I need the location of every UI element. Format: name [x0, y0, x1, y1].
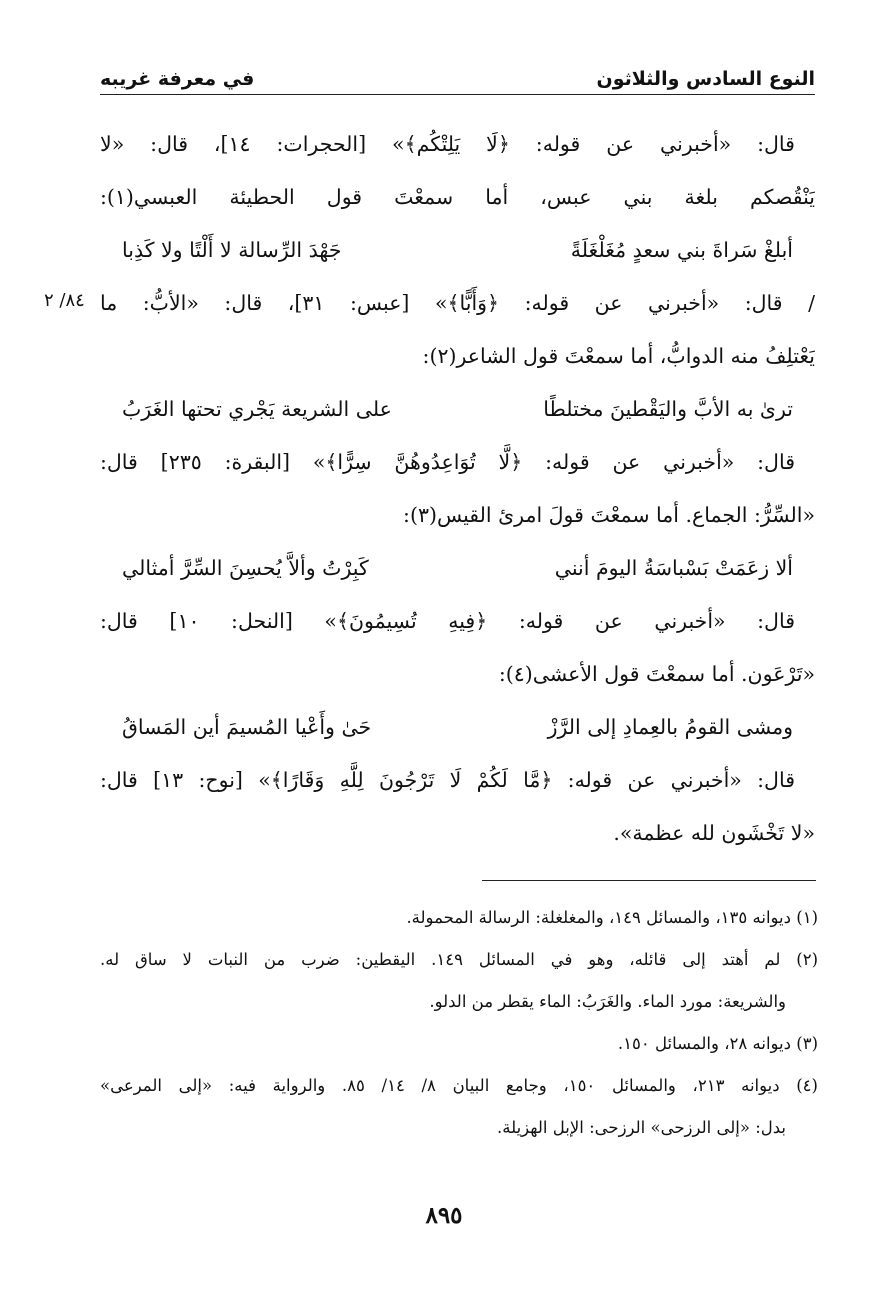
verse-second-hemistich: جَهْدَ الرِّسالة لا أَلْتًا ولا كَذِبا: [122, 238, 342, 262]
verse-first-hemistich: ألا زعَمَتْ بَسْباسَةُ اليومَ أنني: [554, 556, 793, 580]
page-number: ٨٩٥: [425, 1202, 463, 1229]
text-line: قال: «أخبرني عن قوله: ﴿لَا يَلِتْكُم﴾» [الحجرات: ١٤]، قال: «لا: [100, 132, 795, 156]
poetry-verse: [100, 701, 815, 754]
text-line: قال: «أخبرني عن قوله: ﴿مَّا لَكُمْ لَا تَرْجُونَ لِلَّهِ وَقَارًا﴾» [نوح: ١٣] قال:: [100, 768, 795, 792]
text-line: يَعْتلِفُ منه الدوابُّ، أما سمعْتَ قول الشاعر(٢):: [422, 344, 815, 368]
verse-first-hemistich: ترىٰ به الأبَّ واليَقْطينَ مختلطًا: [543, 397, 793, 421]
text-line: قال: «أخبرني عن قوله: ﴿فِيهِ تُسِيمُونَ﴾» [النحل: ١٠] قال:: [100, 609, 795, 633]
text-line: يَنْقُصكم بلغة بني عبس، أما سمعْتَ قول الحطيئة العبسي(١):: [100, 185, 815, 209]
text-line: «لا تَخْشَون لله عظمة».: [613, 821, 815, 845]
poetry-verse: [100, 542, 815, 595]
footnote-continuation: والشريعة: مورد الماء. والغَرَبُ: الماء يقطر من الدلو.: [429, 992, 786, 1011]
header-section-title: في معرفة غريبه: [100, 68, 255, 90]
poetry-verse: [100, 383, 815, 436]
main-text: [100, 118, 815, 860]
footnote-separator: [482, 880, 816, 881]
footnotes: [100, 897, 818, 1149]
verse-second-hemistich: كَبِرْتُ وألاَّ يُحسِنَ السِّرَّ أمثالي: [122, 556, 369, 580]
text-line: / قال: «أخبرني عن قوله: ﴿وَأَبًّا﴾» [عبس: ٣١]، قال: «الأبُّ: ما: [100, 291, 815, 315]
footnote: (١) ديوانه ١٣٥، والمسائل ١٤٩، والمغلغلة: الرسالة المحمولة.: [406, 908, 818, 927]
header-chapter-title: النوع السادس والثلاثون: [596, 68, 815, 90]
verse-first-hemistich: أبلغْ سَراةَ بني سعدٍ مُغَلْغَلَةً: [570, 238, 793, 262]
footnote: (٢) لم أهتد إلى قائله، وهو في المسائل ١٤٩. اليقطين: ضرب من النبات لا ساق له.: [100, 950, 818, 969]
margin-reference: ٨٤/ ٢: [44, 290, 85, 311]
footnote-continuation: بدل: «إلى الرزحى» الرزحى: الإبل الهزيلة.: [497, 1118, 786, 1137]
text-line: «تَرْعَون. أما سمعْتَ قول الأعشى(٤):: [498, 662, 815, 686]
verse-second-hemistich: على الشريعة يَجْري تحتها الغَرَبُ: [122, 397, 392, 421]
text-line: «السِّرُّ: الجماع. أما سمعْتَ قولَ امرئ القيس(٣):: [403, 503, 815, 527]
poetry-verse: [100, 224, 815, 277]
verse-second-hemistich: حَىٰ وأَعْيا المُسيمَ أين المَساقُ: [122, 715, 372, 739]
running-header: [100, 50, 815, 95]
footnote: (٣) ديوانه ٢٨، والمسائل ١٥٠.: [617, 1034, 818, 1053]
text-line: قال: «أخبرني عن قوله: ﴿لَّا تُوَاعِدُوهُنَّ سِرًّا﴾» [البقرة: ٢٣٥] قال:: [100, 450, 795, 474]
footnote: (٤) ديوانه ٢١٣، والمسائل ١٥٠، وجامع البيان ٨/ ١٤/ ٨٥. والرواية فيه: «إلى المرعى»: [100, 1076, 818, 1095]
verse-first-hemistich: ومشى القومُ بالعِمادِ إلى الرَّزْ: [547, 715, 793, 739]
